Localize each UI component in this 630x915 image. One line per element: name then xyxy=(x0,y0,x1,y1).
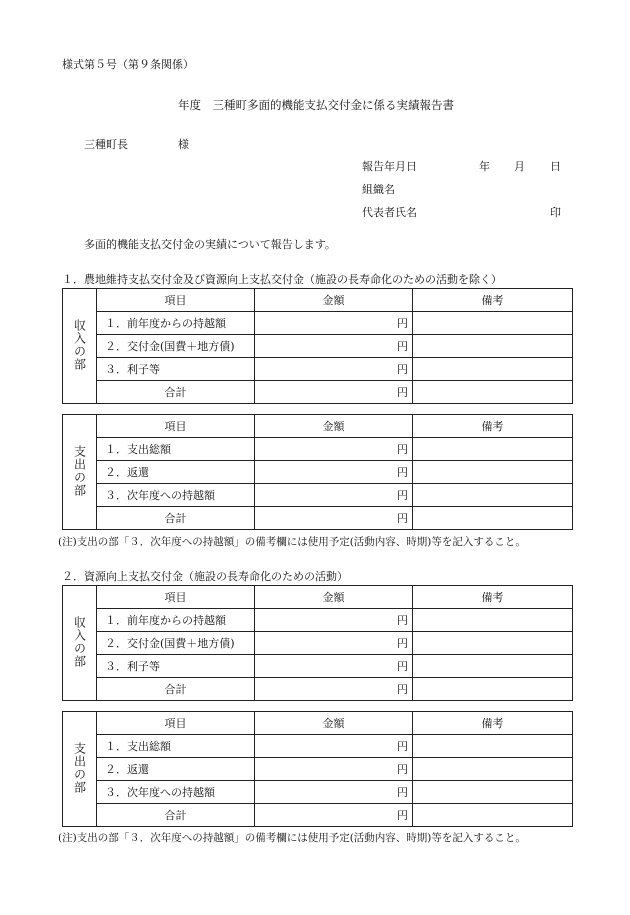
header-item: 項目 xyxy=(97,289,255,312)
month-label: 月 xyxy=(514,160,525,173)
amount-cell[interactable]: 円 xyxy=(255,609,413,632)
intro-text: 多面的機能支払交付金の実績について報告します。 xyxy=(84,238,336,251)
remarks-cell[interactable] xyxy=(413,678,573,701)
amount-cell[interactable]: 円 xyxy=(255,312,413,335)
remarks-cell[interactable] xyxy=(413,735,573,758)
table-header-row xyxy=(63,712,573,735)
row-item: １．支出総額 xyxy=(97,735,255,758)
row-item: １．前年度からの持越額 xyxy=(97,609,255,632)
table-row xyxy=(63,632,573,655)
remarks-cell[interactable] xyxy=(413,632,573,655)
table-row xyxy=(63,358,573,381)
header-item: 項目 xyxy=(97,712,255,735)
amount-cell[interactable]: 円 xyxy=(255,655,413,678)
amount-cell[interactable]: 円 xyxy=(255,381,413,404)
amount-cell[interactable]: 円 xyxy=(255,358,413,381)
seal-mark: 印 xyxy=(550,206,561,219)
addressee-name: 三種町長 xyxy=(84,138,128,151)
amount-cell[interactable]: 円 xyxy=(255,484,413,507)
expense-section-label: 支出の部 xyxy=(63,712,97,827)
header-remarks: 備考 xyxy=(413,712,573,735)
header-remarks: 備考 xyxy=(413,415,573,438)
amount-cell[interactable]: 円 xyxy=(255,735,413,758)
remarks-cell[interactable] xyxy=(413,438,573,461)
table-row xyxy=(63,678,573,701)
remarks-cell[interactable] xyxy=(413,381,573,404)
amount-cell[interactable]: 円 xyxy=(255,438,413,461)
table-row xyxy=(63,609,573,632)
row-item: ２．返還 xyxy=(97,758,255,781)
day-label: 日 xyxy=(550,160,561,173)
year-label: 年 xyxy=(479,160,490,173)
row-item: ２．交付金(国費＋地方債) xyxy=(97,632,255,655)
remarks-cell[interactable] xyxy=(413,781,573,804)
report-date-label: 報告年月日 xyxy=(362,160,417,173)
remarks-cell[interactable] xyxy=(413,507,573,530)
header-item: 項目 xyxy=(97,415,255,438)
remarks-cell[interactable] xyxy=(413,609,573,632)
table-row xyxy=(63,312,573,335)
addressee-honorific: 様 xyxy=(178,138,189,151)
row-item: ３．次年度への持越額 xyxy=(97,781,255,804)
table-row xyxy=(63,735,573,758)
expense-section-label: 支出の部 xyxy=(63,415,97,530)
total-label: 合計 xyxy=(97,507,255,530)
total-label: 合計 xyxy=(97,678,255,701)
header-remarks: 備考 xyxy=(413,586,573,609)
remarks-cell[interactable] xyxy=(413,758,573,781)
section1-income-table xyxy=(62,288,573,404)
header-amount: 金額 xyxy=(255,289,413,312)
document-title: 年度 三種町多面的機能支払交付金に係る実績報告書 xyxy=(178,98,454,112)
row-item: ２．返還 xyxy=(97,461,255,484)
table-header-row xyxy=(63,586,573,609)
table-row xyxy=(63,655,573,678)
table-row xyxy=(63,381,573,404)
remarks-cell[interactable] xyxy=(413,335,573,358)
representative-label: 代表者氏名 xyxy=(362,206,417,219)
section1-title: １．農地維持支払交付金及び資源向上支払交付金（施設の長寿命化のための活動を除く） xyxy=(62,273,502,286)
table-row xyxy=(63,507,573,530)
row-item: ３．次年度への持越額 xyxy=(97,484,255,507)
total-label: 合計 xyxy=(97,804,255,827)
table-row xyxy=(63,758,573,781)
table-header-row xyxy=(63,415,573,438)
amount-cell[interactable]: 円 xyxy=(255,781,413,804)
section2-title: ２．資源向上支払交付金（施設の長寿命化のための活動） xyxy=(62,570,348,583)
expense-note: (注)支出の部「３．次年度への持越額」の備考欄には使用予定(活動内容、時期)等を記入すること。 xyxy=(58,832,526,844)
amount-cell[interactable]: 円 xyxy=(255,507,413,530)
row-item: １．支出総額 xyxy=(97,438,255,461)
header-item: 項目 xyxy=(97,586,255,609)
header-amount: 金額 xyxy=(255,586,413,609)
row-item: ３．利子等 xyxy=(97,358,255,381)
expense-note: (注)支出の部「３．次年度への持越額」の備考欄には使用予定(活動内容、時期)等を記入すること。 xyxy=(58,536,526,548)
amount-cell[interactable]: 円 xyxy=(255,804,413,827)
remarks-cell[interactable] xyxy=(413,655,573,678)
remarks-cell[interactable] xyxy=(413,312,573,335)
header-amount: 金額 xyxy=(255,415,413,438)
table-row xyxy=(63,438,573,461)
remarks-cell[interactable] xyxy=(413,804,573,827)
table-row xyxy=(63,781,573,804)
remarks-cell[interactable] xyxy=(413,358,573,381)
income-section-label: 収入の部 xyxy=(63,586,97,701)
amount-cell[interactable]: 円 xyxy=(255,678,413,701)
header-remarks: 備考 xyxy=(413,289,573,312)
table-row xyxy=(63,804,573,827)
table-header-row xyxy=(63,289,573,312)
row-item: ２．交付金(国費＋地方債) xyxy=(97,335,255,358)
header-amount: 金額 xyxy=(255,712,413,735)
remarks-cell[interactable] xyxy=(413,461,573,484)
section2-income-table xyxy=(62,585,573,701)
form-number: 様式第５号（第９条関係） xyxy=(62,58,194,71)
organization-label: 組織名 xyxy=(362,183,395,196)
row-item: ３．利子等 xyxy=(97,655,255,678)
amount-cell[interactable]: 円 xyxy=(255,758,413,781)
total-label: 合計 xyxy=(97,381,255,404)
table-row xyxy=(63,335,573,358)
income-section-label: 収入の部 xyxy=(63,289,97,404)
amount-cell[interactable]: 円 xyxy=(255,461,413,484)
remarks-cell[interactable] xyxy=(413,484,573,507)
amount-cell[interactable]: 円 xyxy=(255,632,413,655)
amount-cell[interactable]: 円 xyxy=(255,335,413,358)
table-row xyxy=(63,461,573,484)
section2-expense-table xyxy=(62,711,573,827)
section1-expense-table xyxy=(62,414,573,530)
row-item: １．前年度からの持越額 xyxy=(97,312,255,335)
table-row xyxy=(63,484,573,507)
